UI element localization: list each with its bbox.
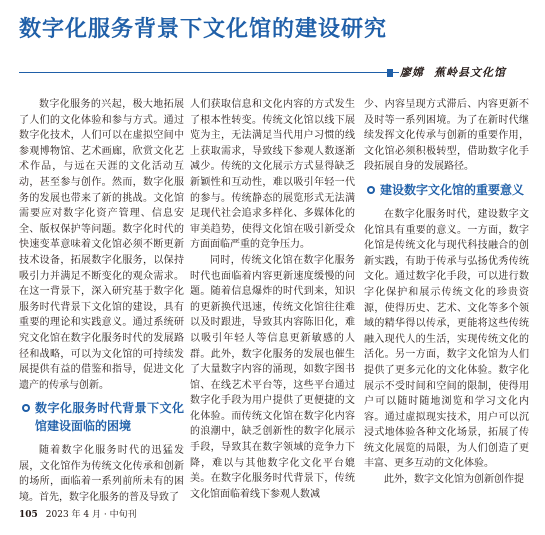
title-rule-marker xyxy=(387,69,393,77)
body-paragraph: 此外，数字文化馆为创新创作提 xyxy=(384,474,524,486)
text-column-2 xyxy=(190,97,355,502)
bullet-icon xyxy=(22,404,30,412)
page-footer xyxy=(19,508,137,522)
body-paragraph: 随着数字化服务时代的迅猛发展，文化馆作为传统文化传承和创新的场所，面临着一系列前所未有的困境。首先，数字化服务的普及导致了 xyxy=(19,445,184,504)
author-line xyxy=(400,63,506,83)
body-paragraph: 人们获取信息和文化内容的方式发生了根本性转变。传统文化馆以线下展览为主，无法满足当代用户习惯的线上获取需求，导致线下参观人数逐渐减少。传统的文化展示方式显得缺乏新颖性和互动性，难以吸引年轻一代的参与。传统静态的展览形式无法满足现代社会追求多样化、多媒体化的审美趋势，使得文化馆在吸引新受众方面面临严重的竞争压力。 xyxy=(190,99,355,251)
title-rule xyxy=(19,72,399,73)
section-heading-dilemma xyxy=(19,399,184,435)
bullet-icon xyxy=(367,186,375,194)
author-name: 廖嫦 xyxy=(400,66,424,79)
body-paragraph: 在数字化服务时代，建设数字文化馆具有重要的意义。一方面，数字化馆是传统文化与现代科技融合的创新实践，有助于传承与弘扬优秀传统文化。通过数字化手段，可以进行数字化保护和展示传统文化的珍贵资源，使得历史、艺术、文化等多个领域的精华得以传承，更能将这些传统融入现代人的生活，实现传统文化的活化。另一方面，数字文化馆为人们提供了更多元化的文化体验。数字化展示不受时间和空间的限制，使得用户可以随时随地浏览和学习文化内容。通过虚拟现实技术，用户可以沉浸式地体验各种文化场景，拓展了传统文化展览的局限，为人们创造了更丰富、更多互动的文化体验。 xyxy=(364,208,529,470)
issue-info: 2023 年 4 月 · 中旬刊 xyxy=(45,510,137,520)
author-affiliation: 蕉岭县文化馆 xyxy=(434,66,506,79)
article-title: 数字化服务背景下文化馆的建设研究 xyxy=(19,17,388,42)
section-heading-significance xyxy=(364,181,529,199)
page-number: 105 xyxy=(19,510,38,520)
text-column-1 xyxy=(19,97,184,506)
body-paragraph: 同时，传统文化馆在数字化服务时代也面临着内容更新速度缓慢的问题。随着信息爆炸的时代到来，知识的更新换代迅速，传统文化馆往往难以及时跟进，导致其内容陈旧化，难以吸引年轻人等信息更新敏感的人群。此外，数字化服务的发展也催生了大量数字内容的涌现，如数字图书馆、在线艺术平台等，这些平台通过数字化手段为用户提供了更便捷的文化体验。而传统文化馆在数字化内容的浪潮中，缺乏创新性的数字化展示手段，导致其在数字领域的竞争力下降，难以与其他数字化文化平台媲美。在数字化服务时代背景下，传统文化馆面临着线下参观人数减 xyxy=(190,254,355,500)
section-heading-text: 数字化服务时代背景下文化馆建设面临的困境 xyxy=(35,401,184,434)
text-column-3 xyxy=(364,97,529,488)
body-paragraph: 数字化服务的兴起，极大地拓展了人们的文化体验和参与方式。通过数字化技术，人们可以在虚拟空间中参观博物馆、艺术画廊，欣赏文化艺术作品，与远在天涯的文化活动互动，甚至参与创作。然而，数字化服务的发展也带来了新的挑战。文化馆需要应对数字化资产管理、信息安全、版权保护等问题。数字化时代的快速变革意味着文化馆必须不断更新技术设备，拓展数字化服务，以保持吸引力并满足不断变化的观众需求。在这一背景下，深入研究基于数字化服务时代背景下文化馆的建设，具有重要的理论和实践意义。通过系统研究文化馆在数字化服务时代的发展路径和战略，可以为文化馆的可持续发展提供有益的借鉴和指导，促进文化遗产的传承与创新。 xyxy=(19,99,184,391)
section-heading-text: 建设数字文化馆的重要意义 xyxy=(380,182,525,197)
body-paragraph: 少、内容呈现方式滞后、内容更新不及时等一系列困境。为了在新时代继续发挥文化传承与创新的重要作用，文化馆必须积极转型，借助数字化手段拓展自身的发展路径。 xyxy=(364,99,529,173)
